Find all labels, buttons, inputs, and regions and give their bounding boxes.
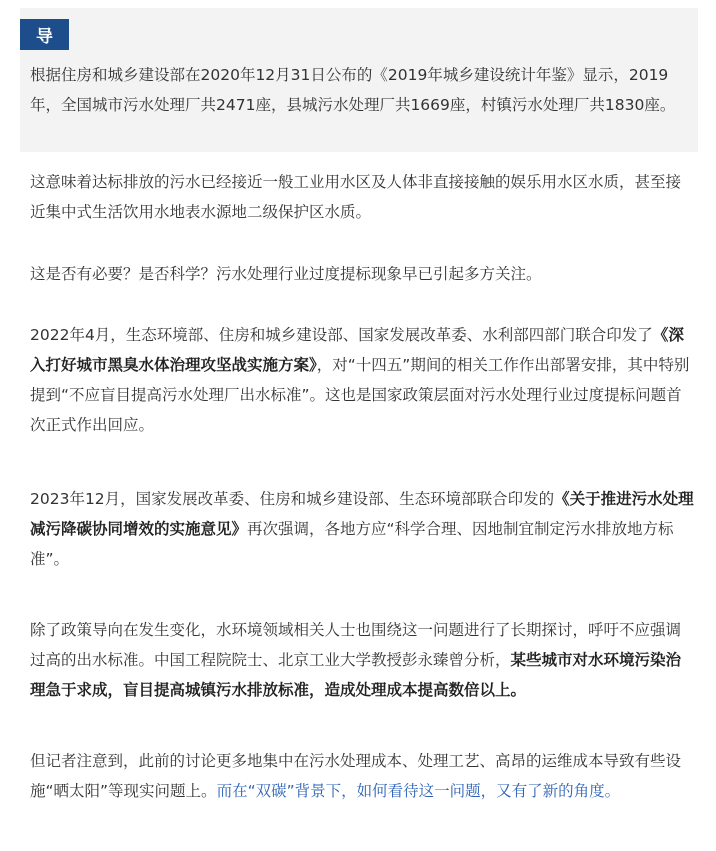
paragraph-4 [30,484,694,574]
paragraph-6-text-a: 但记者注意到，此前的讨论更多地集中在污水处理成本、处理工艺、高昂的运维成本导致有些设施“晒太阳”等现实问题上。 [30,752,682,800]
paragraph-5 [30,615,694,705]
paragraph-4-text-c: 再次强调，各地方应“科学合理、因地制宜制定污水排放地方标准”。 [30,520,674,568]
intro-tag: 导 [20,19,69,50]
expert-quote-bold: 某些城市对水环境污染治理急于求成，盲目提高城镇污水排放标准，造成处理成本提高数倍以上。 [30,651,682,699]
paragraph-2: 这是否有必要？是否科学？污水处理行业过度提标现象早已引起多方关注。 [30,265,542,283]
paragraph-3 [30,320,694,440]
opinion-title-bold: 《关于推进污水处理减污降碳协同增效的实施意见》 [30,490,694,538]
paragraph-6 [30,746,694,806]
paragraph-3-text-a: 2022年4月，生态环境部、住房和城乡建设部、国家发展改革委、水利部四部门联合印发了 [30,326,653,344]
intro-text: 根据住房和城乡建设部在2020年12月31日公布的《2019年城乡建设统计年鉴》显示，2019年，全国城市污水处理厂共2471座，县城污水处理厂共1669座，村镇污水处理厂共1830座。 [30,66,676,114]
paragraph-1: 这意味着达标排放的污水已经接近一般工业用水区及人体非直接接触的娱乐用水区水质，甚至接近集中式生活饮用水地表水源地二级保护区水质。 [30,173,682,221]
policy-title-bold: 《深入打好城市黑臭水体治理攻坚战实施方案》 [30,326,684,374]
paragraph-5-text-a: 除了政策导向在发生变化，水环境领域相关人士也围绕这一问题进行了长期探讨，呼吁不应强调过高的出水标准。中国工程院院士、北京工业大学教授彭永臻曾分析， [30,621,682,669]
paragraph-3-text-c: ，对“十四五”期间的相关工作作出部署安排，其中特别提到“不应盲目提高污水处理厂出水标准”。这也是国家政策层面对污水处理行业过度提标问题首次正式作出回应。 [30,356,690,434]
paragraph-4-text-a: 2023年12月，国家发展改革委、住房和城乡建设部、生态环境部联合印发的 [30,490,555,508]
highlight-link-text[interactable]: 而在“双碳”背景下，如何看待这一问题，又有了新的角度。 [216,782,621,800]
